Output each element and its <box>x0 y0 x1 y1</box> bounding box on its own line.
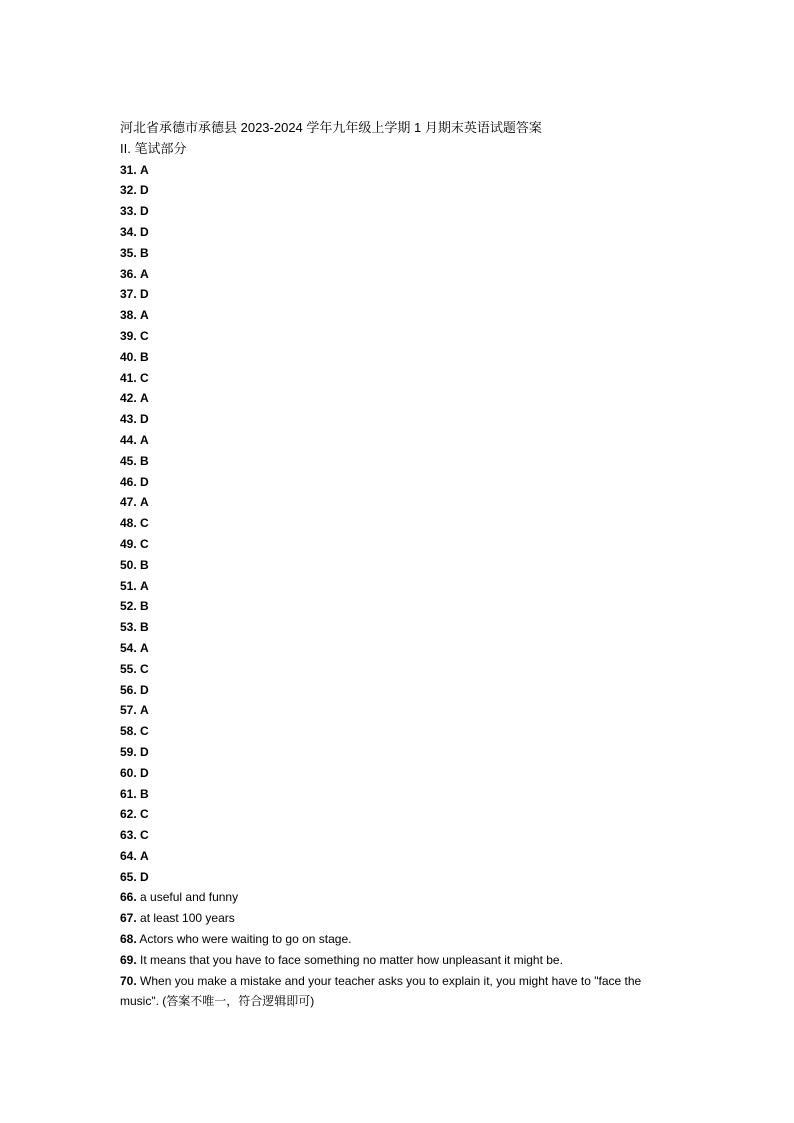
answer-value: A <box>140 391 149 406</box>
choice-answers-list <box>120 160 680 888</box>
answer-value: A <box>140 308 149 323</box>
document-title: 河北省承德市承德县 2023-2024 学年九年级上学期 1 月期末英语试题答案 <box>120 120 542 135</box>
question-number: 43. <box>120 412 137 427</box>
answer-row <box>120 472 680 493</box>
question-number: 57. <box>120 703 137 718</box>
question-number: 34. <box>120 224 137 239</box>
answer-row <box>120 534 680 555</box>
answer-value: D <box>140 744 149 759</box>
answer-text: Actors who were waiting to go on stage. <box>139 932 352 947</box>
question-number: 47. <box>120 495 137 510</box>
answer-row <box>120 326 680 347</box>
answer-value: B <box>140 349 149 364</box>
answer-row <box>120 784 680 805</box>
written-answer-row <box>120 950 680 971</box>
question-number: 31. <box>120 162 137 177</box>
written-answer-row <box>120 908 680 929</box>
answer-key-page <box>120 118 680 1012</box>
question-number: 32. <box>120 183 137 198</box>
question-number: 62. <box>120 807 137 822</box>
question-number: 52. <box>120 599 137 614</box>
answer-row <box>120 867 680 888</box>
answer-row <box>120 492 680 513</box>
answer-row <box>120 555 680 576</box>
question-number: 67. <box>120 911 137 926</box>
question-number: 50. <box>120 557 137 572</box>
answer-value: C <box>140 661 149 676</box>
question-number: 58. <box>120 724 137 739</box>
question-number: 41. <box>120 370 137 385</box>
question-number: 69. <box>120 952 137 967</box>
answer-text: It means that you have to face something no matter how unpleasant it might be. <box>140 952 563 967</box>
answer-row <box>120 451 680 472</box>
answer-value: C <box>140 828 149 843</box>
answer-row <box>120 347 680 368</box>
answer-row <box>120 576 680 597</box>
answer-value: C <box>140 516 149 531</box>
answer-value: B <box>140 786 149 801</box>
answer-value: A <box>140 432 149 447</box>
answer-row <box>120 180 680 201</box>
written-answer-row <box>120 971 680 1013</box>
question-number: 49. <box>120 536 137 551</box>
answer-row <box>120 617 680 638</box>
answer-row <box>120 659 680 680</box>
answer-text: at least 100 years <box>140 911 235 926</box>
answer-row <box>120 763 680 784</box>
question-number: 45. <box>120 453 137 468</box>
answer-text: a useful and funny <box>140 890 239 905</box>
answer-row <box>120 305 680 326</box>
answer-value: A <box>140 848 149 863</box>
answer-value: D <box>140 869 149 884</box>
question-number: 66. <box>120 890 137 905</box>
answer-row <box>120 409 680 430</box>
written-answer-row <box>120 887 680 908</box>
question-number: 48. <box>120 516 137 531</box>
answer-row <box>120 846 680 867</box>
answer-value: A <box>140 495 149 510</box>
answer-row <box>120 222 680 243</box>
question-number: 40. <box>120 349 137 364</box>
question-number: 61. <box>120 786 137 801</box>
answer-row <box>120 700 680 721</box>
question-number: 60. <box>120 765 137 780</box>
answer-row <box>120 638 680 659</box>
answer-value: B <box>140 245 149 260</box>
answer-row <box>120 513 680 534</box>
answer-row <box>120 430 680 451</box>
answer-row <box>120 243 680 264</box>
question-number: 56. <box>120 682 137 697</box>
answer-row <box>120 596 680 617</box>
written-answer-row <box>120 929 680 950</box>
answer-row <box>120 160 680 181</box>
answer-value: C <box>140 536 149 551</box>
answer-value: C <box>140 328 149 343</box>
answer-value: B <box>140 557 149 572</box>
question-number: 53. <box>120 620 137 635</box>
answer-row <box>120 804 680 825</box>
answer-value: C <box>140 370 149 385</box>
answer-value: B <box>140 620 149 635</box>
answer-value: D <box>140 287 149 302</box>
answer-row <box>120 680 680 701</box>
answer-value: D <box>140 224 149 239</box>
question-number: 37. <box>120 287 137 302</box>
answer-value: D <box>140 474 149 489</box>
question-number: 39. <box>120 328 137 343</box>
answer-row <box>120 284 680 305</box>
answer-text: When you make a mistake and your teacher asks you to explain it, you might have to "face the music". (答案不唯一，符合逻辑即可) <box>120 973 642 1009</box>
answer-value: D <box>140 204 149 219</box>
answer-value: A <box>140 640 149 655</box>
answer-value: D <box>140 682 149 697</box>
answer-row <box>120 742 680 763</box>
answer-row <box>120 388 680 409</box>
answer-value: C <box>140 724 149 739</box>
question-number: 33. <box>120 204 137 219</box>
question-number: 38. <box>120 308 137 323</box>
answer-value: B <box>140 599 149 614</box>
answer-row <box>120 264 680 285</box>
answer-value: A <box>140 266 149 281</box>
answer-value: C <box>140 807 149 822</box>
section-heading: II. 笔试部分 <box>120 140 187 156</box>
question-number: 35. <box>120 245 137 260</box>
question-number: 44. <box>120 432 137 447</box>
question-number: 51. <box>120 578 137 593</box>
answer-row <box>120 368 680 389</box>
answer-row <box>120 825 680 846</box>
question-number: 64. <box>120 848 137 863</box>
question-number: 65. <box>120 869 137 884</box>
answer-value: B <box>140 453 149 468</box>
written-answers-list <box>120 887 680 1012</box>
question-number: 63. <box>120 828 137 843</box>
question-number: 70. <box>120 973 137 988</box>
answer-value: D <box>140 183 149 198</box>
question-number: 55. <box>120 661 137 676</box>
answer-row <box>120 721 680 742</box>
answer-value: A <box>140 578 149 593</box>
answer-value: D <box>140 765 149 780</box>
answer-value: D <box>140 412 149 427</box>
question-number: 42. <box>120 391 137 406</box>
answer-value: A <box>140 162 149 177</box>
question-number: 54. <box>120 640 137 655</box>
answer-row <box>120 201 680 222</box>
answer-value: A <box>140 703 149 718</box>
question-number: 46. <box>120 474 137 489</box>
question-number: 68. <box>120 932 137 947</box>
question-number: 36. <box>120 266 137 281</box>
question-number: 59. <box>120 744 137 759</box>
